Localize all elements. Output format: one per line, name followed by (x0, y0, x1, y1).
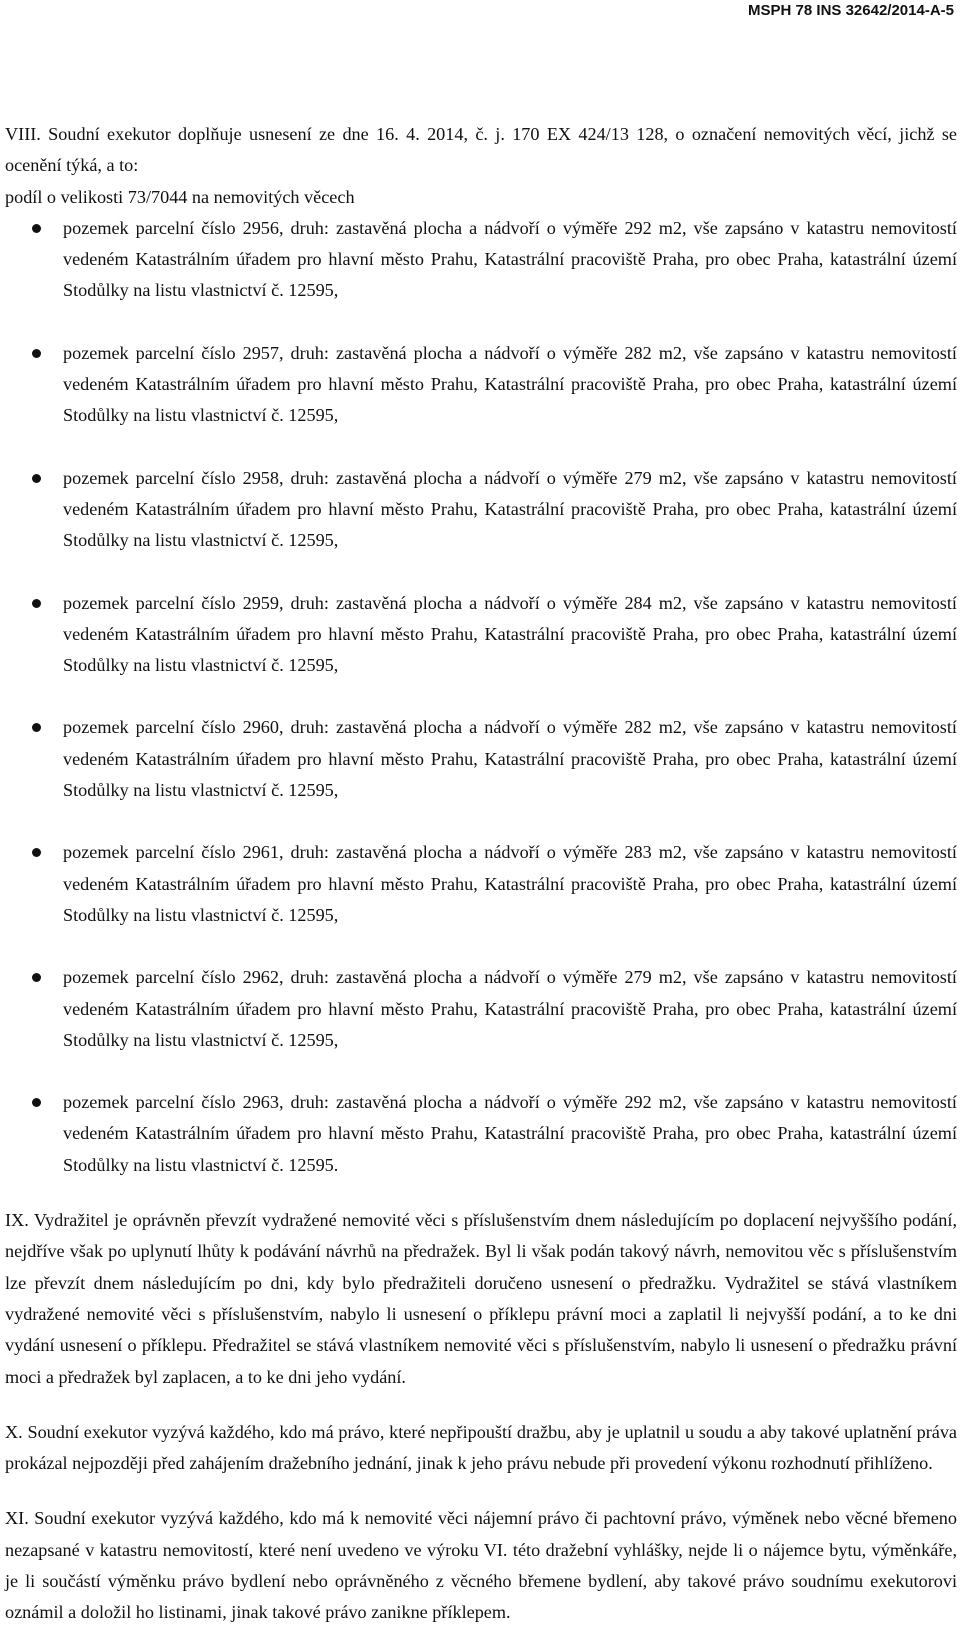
plot-item (5, 338, 957, 432)
plot-list (5, 213, 957, 1181)
bullet-icon (32, 224, 41, 233)
plot-item-text: pozemek parcelní číslo 2961, druh: zastavěná plocha a nádvoří o výměře 283 m2, vše zapsáno v katastru nemovitostí vedeném Katastrálním úřadem pro hlavní město Prahu, Katastrální pracoviště Praha, pro obec Praha, katastrální území Stodůlky na listu vlastnictví č. 12595, (63, 842, 957, 925)
plot-item (5, 588, 957, 682)
bullet-icon (32, 1098, 41, 1107)
section-x: X. Soudní exekutor vyzývá každého, kdo má právo, které nepřipouští dražbu, aby je uplatnil u soudu a aby takové uplatnění práva prokázal nejpozději před zahájením dražebního jednání, jinak k jeho právu nebude při provedení výkonu rozhodnutí přihlíženo. (5, 1421, 957, 1474)
plot-item (5, 1087, 957, 1181)
section-xi: XI. Soudní exekutor vyzývá každého, kdo má k nemovité věci nájemní právo či pachtovní právo, výměnek nebo věcné břemeno nezapsané v katastru nemovitostí, které není uvedeno ve výroku VI. této dražební vyhlášky, nejde li o nájemce bytu, výměnkáře, je li součástí výměnku právo bydlení nebo oprávněného z věcného břemene bydlení, aby takové právo soudnímu exekutorovi oznámil a doložil ho listinami, jinak takové právo zanikne příklepem. (5, 1508, 957, 1623)
bullet-icon (32, 349, 41, 358)
document-reference: MSPH 78 INS 32642/2014-A-5 (748, 2, 954, 19)
plot-item-text: pozemek parcelní číslo 2960, druh: zastavěná plocha a nádvoří o výměře 282 m2, vše zapsáno v katastru nemovitostí vedeném Katastrálním úřadem pro hlavní město Prahu, Katastrální pracoviště Praha, pro obec Praha, katastrální území Stodůlky na listu vlastnictví č. 12595, (63, 717, 957, 801)
plot-item-text: pozemek parcelní číslo 2956, druh: zastavěná plocha a nádvoří o výměře 292 m2, vše zapsáno v katastru nemovitostí vedeném Katastrálním úřadem pro hlavní město Prahu, Katastrální pracoviště Praha, pro obec Praha, katastrální území Stodůlky na listu vlastnictví č. 12595, (63, 217, 957, 301)
plot-item-text: pozemek parcelní číslo 2959, druh: zastavěná plocha a nádvoří o výměře 284 m2, vše zapsáno v katastru nemovitostí vedeném Katastrálním úřadem pro hlavní město Prahu, Katastrální pracoviště Praha, pro obec Praha, katastrální území Stodůlky na listu vlastnictví č. 12595, (63, 592, 957, 676)
plot-item (5, 712, 957, 806)
document-body (5, 119, 957, 1629)
plot-item (5, 837, 957, 931)
plot-item (5, 962, 957, 1056)
bullet-icon (32, 599, 41, 608)
plot-item-text: pozemek parcelní číslo 2958, druh: zastavěná plocha a nádvoří o výměře 279 m2, vše zapsáno v katastru nemovitostí vedeném Katastrálním úřadem pro hlavní město Prahu, Katastrální pracoviště Praha, pro obec Praha, katastrální území Stodůlky na listu vlastnictví č. 12595, (63, 467, 957, 551)
section-viii-intro: VIII. Soudní exekutor doplňuje usnesení ze dne 16. 4. 2014, č. j. 170 EX 424/13 128, o označení nemovitých věcí, jichž se ocenění týká, a to: (5, 124, 957, 176)
section-viii-share: podíl o velikosti 73/7044 na nemovitých věcech (5, 186, 355, 207)
plot-item-text: pozemek parcelní číslo 2962, druh: zastavěná plocha a nádvoří o výměře 279 m2, vše zapsáno v katastru nemovitostí vedeném Katastrálním úřadem pro hlavní město Prahu, Katastrální pracoviště Praha, pro obec Praha, katastrální území Stodůlky na listu vlastnictví č. 12595, (63, 967, 957, 1050)
bullet-icon (32, 474, 41, 483)
bullet-icon (32, 848, 41, 857)
bullet-icon (32, 723, 41, 732)
section-ix: IX. Vydražitel je oprávněn převzít vydražené nemovité věci s příslušenstvím dnem následujícím po doplacení nejvyššího podání, nejdříve však po uplynutí lhůty k podávání návrhů na předražek. Byl li však podán takový návrh, nemovitou věc s příslušenstvím lze převzít dnem následujícím po dni, kdy bylo předražiteli doručeno usnesení o předražku. Vydražitel se stává vlastníkem vydražené nemovité věci s příslušenstvím, nabylo li usnesení o příklepu právní moci a zaplatil li nejvyšší podání, a to ke dni vydání usnesení o příklepu. Předražitel se stává vlastníkem nemovité věci s příslušenstvím, nabylo li usnesení o předražku právní moci a předražek byl zaplacen, a to ke dni jeho vydání. (5, 1210, 957, 1387)
bullet-icon (32, 973, 41, 982)
plot-item (5, 213, 957, 307)
plot-item-text: pozemek parcelní číslo 2957, druh: zastavěná plocha a nádvoří o výměře 282 m2, vše zapsáno v katastru nemovitostí vedeném Katastrálním úřadem pro hlavní město Prahu, Katastrální pracoviště Praha, pro obec Praha, katastrální území Stodůlky na listu vlastnictví č. 12595, (63, 342, 957, 426)
plot-item (5, 463, 957, 557)
plot-item-text: pozemek parcelní číslo 2963, druh: zastavěná plocha a nádvoří o výměře 292 m2, vše zapsáno v katastru nemovitostí vedeném Katastrálním úřadem pro hlavní město Prahu, Katastrální pracoviště Praha, pro obec Praha, katastrální území Stodůlky na listu vlastnictví č. 12595. (63, 1092, 957, 1175)
